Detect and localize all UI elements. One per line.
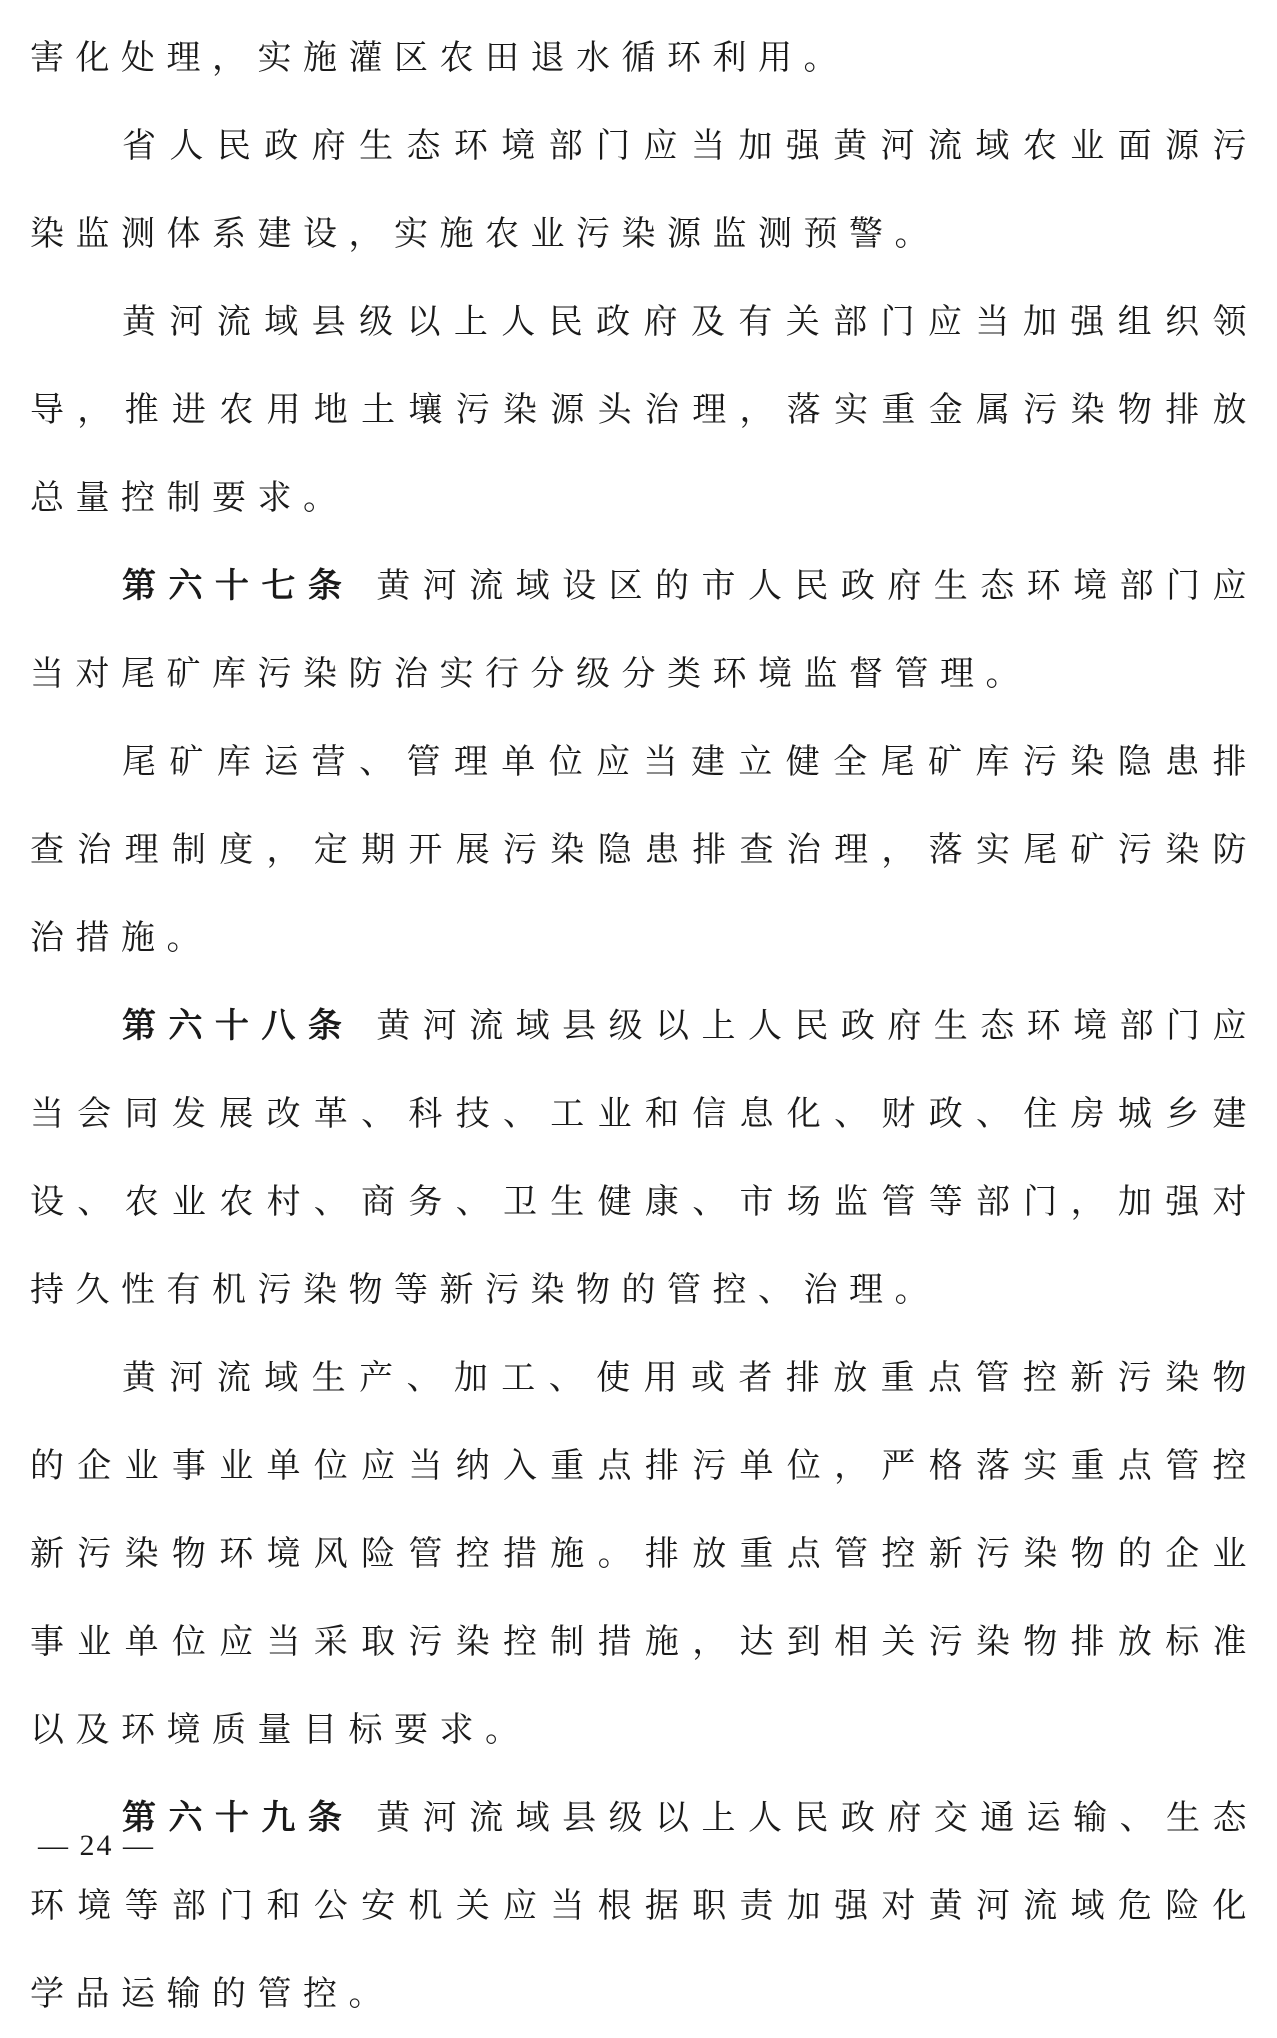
paragraph-continuation	[30, 14, 1258, 102]
paragraph-text: 黄河流域县级以上人民政府及有关部门应当加强组织领导，推进农用地土壤污染源头治理，落实重金属污染物排放总量控制要求。	[30, 302, 1258, 518]
paragraph-text: 尾矿库运营、管理单位应当建立健全尾矿库污染隐患排查治理制度，定期开展污染隐患排查治理，落实尾矿污染防治措施。	[30, 742, 1258, 958]
paragraph-text: 黄河流域设区的市人民政府生态环境部门应当对尾矿库污染防治实行分级分类环境监督管理。	[30, 566, 1259, 694]
paragraph-text: 黄河流域县级以上人民政府生态环境部门应当会同发展改革、科技、工业和信息化、财政、住房城乡建设、农业农村、商务、卫生健康、市场监管等部门，加强对持久性有机污染物等新污染物的管控、治理。	[30, 1006, 1259, 1310]
article-69	[30, 1774, 1258, 2038]
article-heading: 第六十九条	[122, 1798, 355, 1838]
paragraph-text: 黄河流域县级以上人民政府交通运输、生态环境等部门和公安机关应当根据职责加强对黄河流域危险化学品运输的管控。	[30, 1798, 1259, 2014]
article-heading: 第六十七条	[122, 566, 355, 606]
paragraph	[30, 718, 1258, 982]
paragraph	[30, 1334, 1258, 1774]
paragraph-text: 黄河流域生产、加工、使用或者排放重点管控新污染物的企业事业单位应当纳入重点排污单位，严格落实重点管控新污染物环境风险管控措施。排放重点管控新污染物的企业事业单位应当采取污染控制措施，达到相关污染物排放标准以及环境质量目标要求。	[30, 1358, 1258, 1750]
article-67	[30, 542, 1258, 718]
document-page	[30, 14, 1258, 2038]
article-heading: 第六十八条	[122, 1006, 355, 1046]
paragraph	[30, 102, 1258, 278]
paragraph	[30, 278, 1258, 542]
paragraph-text: 害化处理，实施灌区农田退水循环利用。	[30, 38, 849, 78]
paragraph-text: 省人民政府生态环境部门应当加强黄河流域农业面源污染监测体系建设，实施农业污染源监测预警。	[30, 126, 1258, 254]
page-number: — 24 —	[38, 1829, 155, 1862]
article-68	[30, 982, 1258, 1334]
